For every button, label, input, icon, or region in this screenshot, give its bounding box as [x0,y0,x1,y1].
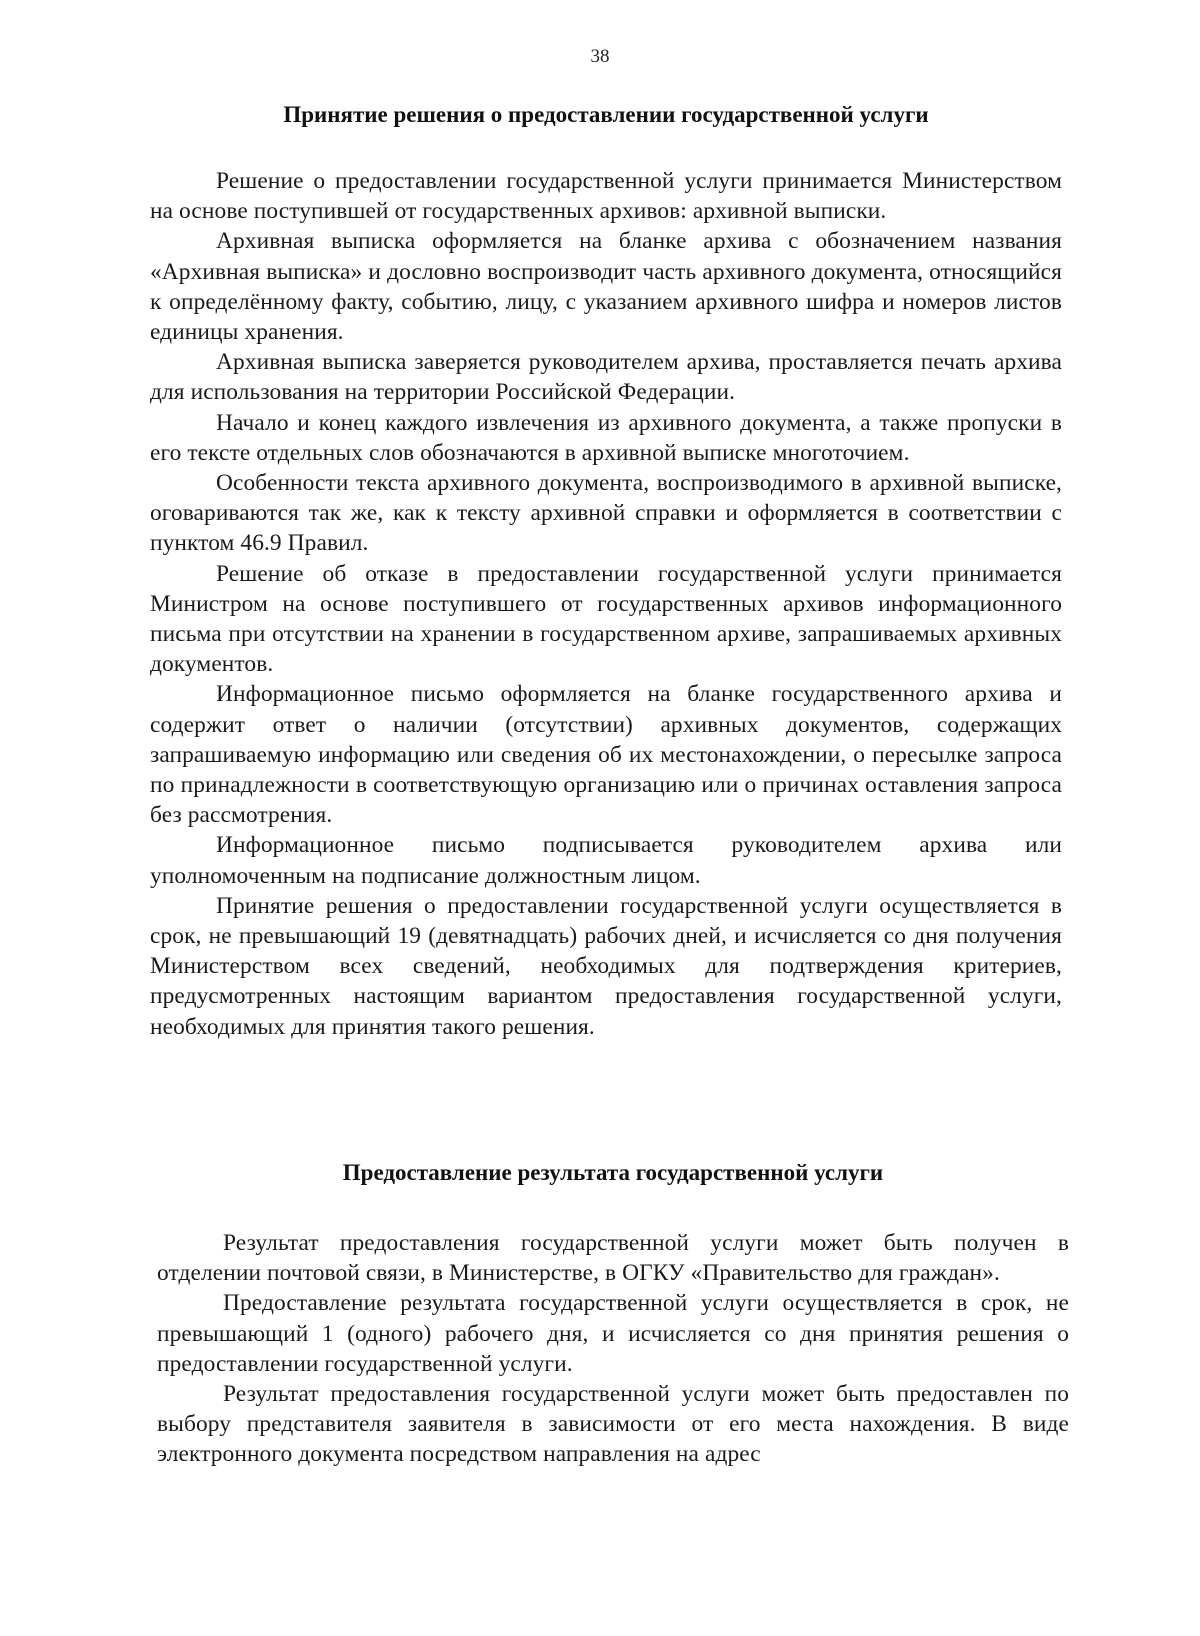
paragraph: Предоставление результата государственной услуги осуществляется в срок, не превышающий 1 (одного) рабочего дня, и исчисляется со дня принятия решения о предоставлении государственной услуги. [157,1290,1069,1377]
paragraph: Решение о предоставлении государственной услуги принимается Министерством на основе поступившей от государственных архивов: архивной выписки. [150,168,1062,225]
paragraph: Начало и конец каждого извлечения из архивного документа, а также пропуски в его тексте отдельных слов обозначаются в архивной выписке многоточием. [150,409,1062,466]
paragraph: Результат предоставления государственной услуги может быть предоставлен по выбору представителя заявителя в зависимости от его места нахождения. В виде электронного документа посредством направления на адрес [157,1381,1069,1468]
section-title: Предоставление результата государственной услуги [342,1160,884,1185]
paragraph: Архивная выписка заверяется руководителем архива, проставляется печать архива для использования на территории Российской Федерации. [150,349,1062,406]
paragraph: Архивная выписка оформляется на бланке архива с обозначением названия «Архивная выписка» и дословно воспроизводит часть архивного документа, относящийся к определённому факту, событию, лицу, с указанием архивного шифра и номеров листов единицы хранения. [150,228,1062,346]
paragraph: Особенности текста архивного документа, воспроизводимого в архивной выписке, оговариваются так же, как к тексту архивной справки и оформляется в соответствии с пунктом 46.9 Правил. [150,470,1062,557]
section-title: Принятие решения о предоставлении государственной услуги [283,102,929,127]
section-result [157,1158,1069,1470]
section-decision [150,100,1062,1042]
paragraph: Решение об отказе в предоставлении государственной услуги принимается Министром на основе поступившего от государственных архивов информационного письма при отсутствии на хранении в государственном архиве, запрашиваемых архивных документов. [150,560,1062,678]
paragraph: Результат предоставления государственной услуги может быть получен в отделении почтовой связи, в Министерстве, в ОГКУ «Правительство для граждан». [157,1230,1069,1287]
paragraph: Информационное письмо оформляется на бланке государственного архива и содержит ответ о наличии (отсутствии) архивных документов, содержащих запрашиваемую информацию или сведения об их местонахождении, о пересылке запроса по принадлежности в соответствующую организацию или о причинах оставления запроса без рассмотрения. [150,681,1062,829]
paragraph: Информационное письмо подписывается руководителем архива или уполномоченным на подписание должностным лицом. [150,832,1062,889]
page-number: 38 [590,46,610,67]
paragraph: Принятие решения о предоставлении государственной услуги осуществляется в срок, не превышающий 19 (девятнадцать) рабочих дней, и исчисляется со дня получения Министерством всех сведений, необходимых для подтверждения критериев, предусмотренных настоящим вариантом предоставления государственной услуги, необходимых для принятия такого решения. [150,892,1062,1040]
